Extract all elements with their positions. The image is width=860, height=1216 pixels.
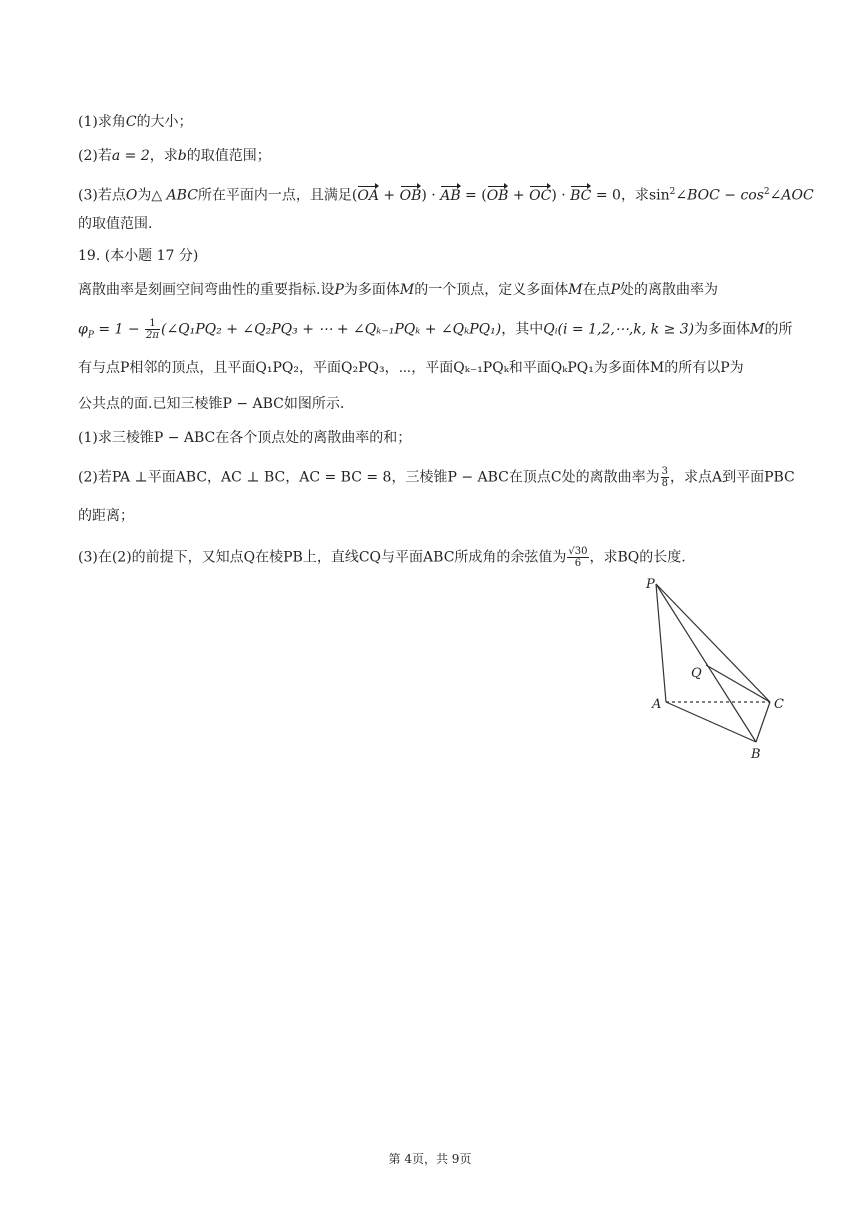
q18-part1: (1)求角C的大小； [78,114,193,130]
edge-BC [756,702,770,742]
q19-header: 19. (本小题 17 分) [78,248,199,264]
q19-part2: (2)若PA ⊥平面ABC，AC ⊥ BC，AC = BC = 8，三棱锥P − ABC在顶点C处的离散曲率为 $\frac{3}{8}$ ，求点A到平面PBC [78,466,795,489]
q19-intro-line4: 公共点的面.已知三棱锥P − ABC如图所示. [78,396,345,412]
q18-part2: (2)若a = 2，求b的取值范围； [78,148,271,164]
q19-part2-line2: 的距离； [78,508,134,524]
label-C: C [774,697,784,712]
vector-AB: AB [440,187,461,204]
vector-OC: OC [529,187,552,204]
label-P: P [646,577,655,592]
vector-BC: BC [570,187,592,204]
q18-part3: (3)若点O为△ ABC所在平面内一点，且满足(OA + OB) · AB = (OB + OC) · BC = 0，求$\sin^2\angle BOC$ − $\cos^2\angle AOC$ [78,187,814,204]
label-A: A [652,697,662,712]
q19-part1: (1)求三棱锥P − ABC在各个顶点处的离散曲率的和； [78,430,412,446]
label-B: B [751,747,761,762]
q18-part3-line2: 的取值范围. [78,216,153,232]
fraction-1-over-2pi: $\frac{1}{2\pi}$ [146,318,159,341]
fraction-sqrt30-over-6: $\frac{√30}{6}$ [568,546,588,569]
q19-intro-line3: 有与点P相邻的顶点，且平面Q₁PQ₂，平面Q₂PQ₃，⋯，平面Qₖ₋₁PQₖ和平面QₖPQ₁为多面体M的所有以P为 [78,360,744,376]
label-Q: Q [691,666,702,681]
vector-OA: OA [357,187,379,204]
page-footer: 第 4页，共 9页 [388,1152,472,1166]
q19-part3: (3)在(2)的前提下，又知点Q在棱PB上，直线CQ与平面ABC所成角的余弦值为 $\frac{√30}{6}$ ，求BQ的长度. [78,546,686,569]
vector-OB-2: OB [486,187,509,204]
segment-CQ [706,665,770,702]
vector-OB: OB [399,187,422,204]
edge-AB [666,702,756,742]
edge-PA [656,584,666,702]
pyramid-figure [640,572,800,768]
edge-PB [656,584,756,742]
edge-PC [656,584,770,702]
q19-formula-line: $\varphi_P = 1$ − $\frac{1}{2\pi}$ (∠Q₁PQ₂ + ∠Q₂PQ₃ + ⋯ + ∠Qₖ₋₁PQₖ + ∠QₖPQ₁)，其中Qᵢ(i = 1,2,⋯,k, k ≥ 3)为多面体M的所 [78,318,793,341]
fraction-3-over-8: $\frac{3}{8}$ [661,466,668,489]
q19-intro-line1: 离散曲率是刻画空间弯曲性的重要指标.设P为多面体M的一个顶点，定义多面体M在点P处的离散曲率为 [78,282,718,298]
